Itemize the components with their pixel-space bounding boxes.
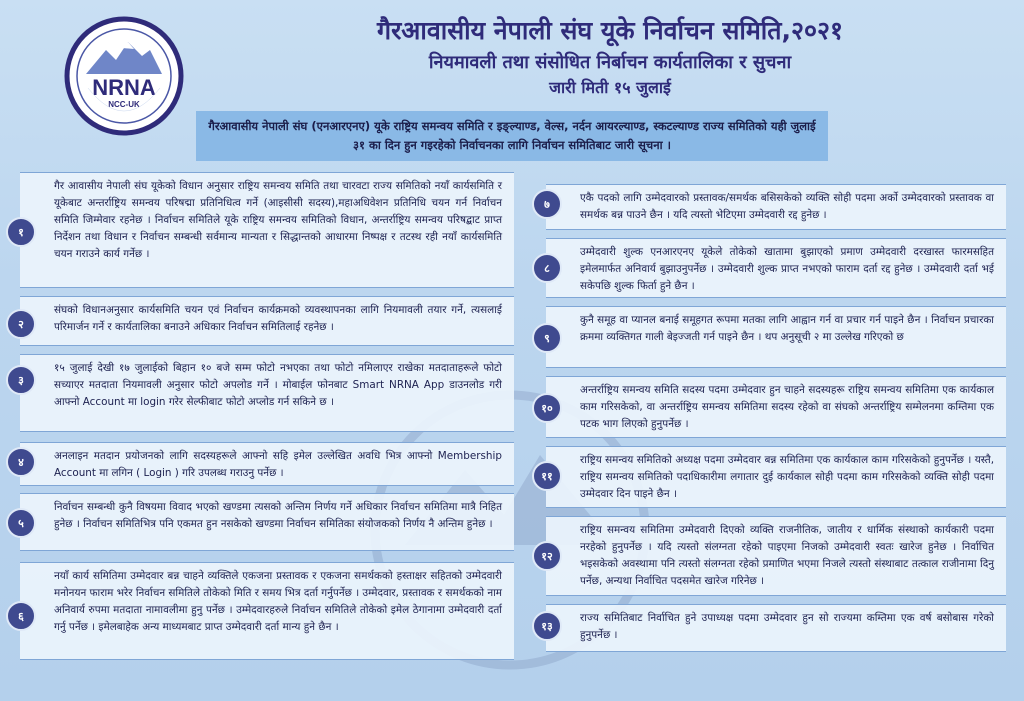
rule-item — [20, 354, 514, 432]
rule-item — [546, 184, 1006, 230]
rule-item — [20, 172, 514, 288]
rule-text: राज्य समितिबाट निर्वाचित हुने उपाध्यक्ष पदमा उम्मेदवार हुन सो राज्यमा कम्तिमा एक वर्ष बसोबास गरेको हुनुपर्नेछ । — [580, 612, 994, 641]
rule-text: नयाँ कार्य समितिमा उम्मेदवार बन्न चाहने व्यक्तिले एकजना प्रस्तावक र एकजना समर्थकको हस्ताक्षर सहितको उम्मेदवारी मनोनयन फाराम भरेर निर्वाचन समितिले तोकेको मिति र समय भित्र दर्ता गर्नुपर्नेछ । उम्मेदवार, प्रस्तावक र समर्थकको नाम अनिवार्य रुपमा मतदाता नामावलीमा हुनु पर्नेछ । उम्मेदवारहरुले निर्वाचन समितिले तोकेको इमेल ठेगानामा उम्मेदवारी दर्ता गर्नु पर्नेछ । इमेलबाहेक अन्य माध्यमबाट प्राप्त उम्मेदवारी दर्ता मान्य हुने छैन । — [54, 570, 502, 633]
rule-item — [541, 376, 1006, 438]
rule-text: एकै पदको लागि उम्मेदवारको प्रस्तावक/समर्थक बसिसकेको व्यक्ति सोही पदमा अर्को उम्मेदवारको प्रस्तावक वा समर्थक बन्न पाउने छैन । यदि त्यस्तो भेटिएमा उम्मेदवारी रद्द हुनेछ । — [580, 192, 994, 221]
rule-text: उम्मेदवारी शुल्क एनआरएनए यूकेले तोकेको खातामा बुझाएको प्रमाण उम्मेदवारी दरखास्त फारमसहित इमेलमार्फत अनिवार्य बुझाउनुपर्नेछ । उम्मेदवारी शुल्क प्राप्त नभएको फाराम दर्ता रद्द हुनेछ । उम्मेदवारी दर्ता भई सकेपछि शुल्क फिर्ता हुने छैन । — [580, 246, 994, 292]
rule-item — [541, 516, 1006, 596]
item-number-badge: १० — [532, 393, 562, 423]
rule-text: १५ जुलाई देखी १७ जुलाईको बिहान १० बजे सम्म फोटो नभएका तथा फोटो नमिलाएर राखेका मतदाताहरूले फोटो सच्याएर मतदाता नियमावली अनुसार फोटो अपलोड गर्ने । मोबाईल फोनबाट Smart NRNA App डाउनलोड गरी आफ्नो Account मा login गरेर सेल्फीबाट फोटो अप्लोड गर्न सकिने छ । — [54, 362, 502, 408]
rule-item — [541, 604, 1006, 652]
item-number-badge: २ — [6, 309, 36, 339]
page-header — [200, 14, 1020, 100]
rule-item — [20, 296, 514, 346]
rule-item — [546, 238, 1006, 298]
page-subtitle: नियमावली तथा संसोधित निर्बाचन कार्यतालिका र सुचना — [428, 52, 792, 73]
rule-text: गैर आवासीय नेपाली संघ यूकेको विधान अनुसार राष्ट्रिय समन्वय समिति तथा चारवटा राज्य समितिको नयाँ कार्यसमिति र यूकेबाट अन्तर्राष्ट्रिय समन्वय परिषद्मा प्रतिनिधित्व गर्ने (आइसीसी सदस्य),महाअधिवेशन प्रतिनिधि चयन गर्न निर्वाचन समिति जिम्मेवार रहनेछ । निर्वाचन समितिले यूके राष्ट्रिय समन्वय समितिको विधान, अन्तर्राष्ट्रिय समन्वय परिषद्बाट प्राप्त निर्देशन तथा विधान र निर्वाचन सम्बन्धी सर्वमान्य मान्यता र सिद्धान्तको आधारमा निष्पक्ष र तटस्थ रही नयाँ कार्यसमिति चयन गराउने कार्य गर्नेछ । — [54, 180, 502, 260]
rule-text: राष्ट्रिय समन्वय समितिको अध्यक्ष पदमा उम्मेदवार बन्न समितिमा एक कार्यकाल काम गरिसकेको हुनुपर्नेछ । यस्तै, राष्ट्रिय समन्वय समितिको पदाधिकारीमा लगातार दुई कार्यकाल सोही पदमा काम गरिसकेको व्यक्ति सोही पदमा उम्मेदवार दिन पाइने छैन । — [580, 454, 994, 500]
item-number-badge: १२ — [532, 541, 562, 571]
logo-name: NRNA — [92, 75, 156, 100]
rule-text: निर्वाचन सम्बन्धी कुनै विषयमा विवाद भएको खण्डमा त्यसको अन्तिम निर्णय गर्ने अधिकार निर्वाचन समितिमा मात्रै निहित हुनेछ । निर्वाचन समितिभित्र पनि एकमत हुन नसकेको खण्डमा निर्वाचन समितिका संयोजकको निर्णय नै अन्तिम हुनेछ । — [54, 501, 502, 530]
item-number-badge: ४ — [6, 447, 36, 477]
item-number-badge: १३ — [532, 611, 562, 641]
rule-text: अन्तर्राष्ट्रिय समन्वय समिति सदस्य पदमा उम्मेदवार हुन चाहने सदस्यहरू राष्ट्रिय समन्वय समितिमा एक कार्यकाल काम गरिसकेको, वा अन्तर्राष्ट्रिय समन्वय समितिमा सदस्य रहेको वा संघको अन्तर्राष्ट्रिय सम्मेलनमा कम्तिमा एक पटक भाग लिएको हुनुपर्नेछ । — [580, 384, 994, 430]
item-number-badge: ११ — [532, 461, 562, 491]
rule-item — [20, 493, 514, 551]
item-number-badge: ९ — [532, 323, 562, 353]
logo-sub: NCC-UK — [108, 100, 140, 109]
rule-text: राष्ट्रिय समन्वय समितिमा उम्मेदवारी दिएको व्यक्ति राजनीतिक, जातीय र धार्मिक संस्थाको कार्यकारी पदमा नरहेको हुनुपर्नेछ । यदि त्यस्तो संलग्नता रहेको पाइएमा निजको उम्मेदवारी स्वतः खारेज हुनेछ । निर्वाचित भइसकेको अवस्थामा पनि त्यस्तो संलग्नता रहेको प्रमाणित भएमा निजले त्यस्तो संस्थाबाट तत्काल राजीनामा दिनु पर्नेछ, अन्यथा निर्वाचित पदसमेत खारेज गरिनेछ । — [580, 524, 994, 587]
rule-text: संघको विधानअनुसार कार्यसमिति चयन एवं निर्वाचन कार्यक्रमको व्यवस्थापनका लागि नियमावली तयार गर्ने, त्यसलाई परिमार्जन गर्ने र कार्यतालिका बनाउने अधिकार निर्वाचन समितिलाई रहनेछ । — [54, 304, 502, 333]
rule-item — [20, 562, 514, 660]
rule-item — [541, 446, 1006, 508]
rule-text: अनलाइन मतदान प्रयोजनको लागि सदस्यहरूले आफ्नो सहि इमेल उल्लेखित अवधि भित्र आफ्नो Membership Account मा लगिन ( Login ) गरि उपलब्ध गराउनु पर्नेछ । — [54, 450, 502, 479]
issue-date: जारी मिती १५ जुलाई — [549, 78, 671, 97]
item-number-badge: ८ — [532, 253, 562, 283]
rule-text: कुनै समूह वा प्यानल बनाई समूहगत रूपमा मतका लागि आह्वान गर्न वा प्रचार गर्न पाइने छैन । निर्वाचन प्रचारका क्रममा व्यक्तिगत गाली बेइज्जती गर्न पाइने छैन । थप अनुसूची २ मा उल्लेख गरिएको छ — [580, 314, 994, 343]
item-number-badge: ६ — [6, 601, 36, 631]
nrna-logo — [64, 16, 184, 136]
item-number-badge: ७ — [532, 189, 562, 219]
item-number-badge: १ — [6, 217, 36, 247]
rule-item — [546, 306, 1006, 368]
item-number-badge: ३ — [6, 365, 36, 395]
item-number-badge: ५ — [6, 508, 36, 538]
page-title: गैरआवासीय नेपाली संघ यूके निर्वाचन समिति,२०२१ — [377, 16, 843, 45]
notice-box: गैरआवासीय नेपाली संघ (एनआरएनए) यूके राष्ट्रिय समन्वय समिति र इङ्ल्याण्ड, वेल्स, नर्दन आयरल्याण्ड, स्कटल्याण्ड राज्य समितिको यही जुलाई ३१ का दिन हुन गइरहेको निर्वाचनका लागि निर्वाचन समितिबाट जारी सूचना । — [196, 111, 828, 161]
rule-item — [20, 442, 514, 486]
